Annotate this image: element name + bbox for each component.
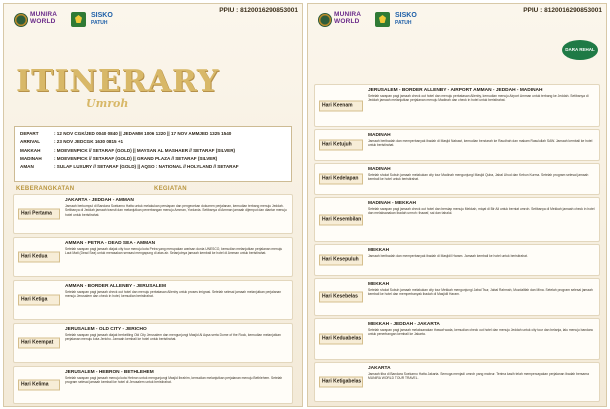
day-description: Setelah sarapan pagi jamaah melaksanakan thawaf wada, kemudian check out hotel dan menuju Jeddah untuk city tour dan belanja, lalu menuju bandara untuk penerbangan kembali ke Jakarta. bbox=[368, 328, 593, 337]
info-row: MADINAH : MOEVENPICK // SETARAF (GOLD) || GRAND PLAZA // SETARAF (SILVER) bbox=[20, 155, 218, 161]
itinerary-page-1 bbox=[3, 3, 303, 407]
day-label: Hari Ketujuh bbox=[319, 140, 363, 151]
day-title: JAKARTA bbox=[368, 366, 391, 371]
page-title: ITINERARY bbox=[16, 64, 220, 99]
page-header bbox=[8, 7, 298, 37]
dara-rehal-logo: DARA REHAL bbox=[562, 40, 598, 60]
column-heading-activity: KEGIATAN bbox=[154, 186, 187, 192]
munira-world-logo: MUNIRA WORLD bbox=[334, 11, 362, 25]
day-description: Setelah sholat Subuh jamaah melakukan city tour Mekkah mengunjungi Jabal Tsur, Jabal Rahmah, Muzdalifah dan Mina. Setelah program selesai jamaah kembali ke hotel dan memperbanyak ibadah di Masjidil Haram. bbox=[368, 288, 593, 297]
day-description: Jamaah beribadah dan memperbanyak ibadah di Masjid Nabawi, kemudian berziarah ke Raudhah dan makam Rasulullah SAW. Jamaah kembali ke hotel untuk beristirahat. bbox=[368, 139, 593, 148]
info-row: DEPART : 12 NOV CGK/JED 0040 0840 || JEDAMM 1006 1220 || 17 NOV AMMJED 1325 1540 bbox=[20, 131, 232, 136]
sisko-patuh-logo: SISKO PATUH bbox=[395, 12, 417, 26]
day-description: Jamaah tiba di Bandara Soekarno Hatta Jakarta. Semoga menjadi umroh yang mabrur. Terima kasih telah mempercayakan perjalanan ibadah bersama MUNIRA WORLD TOUR TRAVEL. bbox=[368, 372, 589, 381]
day-description: Setelah sarapan pagi jamaah check out hotel dan menuju perbatasan Allenby untuk proses imigrasi. Setelah selesai jamaah melanjutkan perjalanan menuju Jerusalem dan check in hotel, kemudian beristirahat. bbox=[65, 290, 282, 299]
day-title: JERUSALEM - OLD CITY - JERICHO bbox=[65, 327, 147, 332]
column-heading-departure: KEBERANGKATAN bbox=[16, 186, 75, 192]
day-label: Hari Ketiga bbox=[18, 295, 60, 306]
day-description: Setelah sarapan pagi jamaah menuju kota Hebron untuk mengunjungi Masjid Ibrahim, kemudian melanjutkan perjalanan menuju Bethlehem. Setelah program selesai jamaah kembali ke hotel di Jerusalem untuk beristirahat. bbox=[65, 376, 283, 385]
itinerary-day bbox=[314, 197, 600, 242]
day-label: Hari Pertama bbox=[18, 209, 60, 220]
day-title: MADINAH - MEKKAH bbox=[368, 201, 416, 206]
day-label: Hari Kesepuluh bbox=[319, 255, 363, 266]
page-header bbox=[312, 7, 602, 37]
day-description: Setelah sarapan pagi jamaah diajak berkeliling Old City Jerusalem dan mengunjungi Masjid Al Aqsa serta Dome of the Rock, kemudian melanjutkan perjalanan menuju kota Jericho. Jamaah kembali ke hotel untuk beristirahat. bbox=[65, 333, 281, 342]
day-label: Hari Ketigabelas bbox=[319, 377, 363, 388]
day-title: JAKARTA - JEDDAH - AMMAN bbox=[65, 198, 134, 203]
day-description: Jamaah beribadah dan memperbanyak ibadah di Masjidil Haram. Jamaah kembali ke hotel untuk beristirahat. bbox=[368, 254, 528, 258]
kemenag-logo-icon bbox=[71, 12, 86, 27]
flight-hotel-info bbox=[14, 126, 292, 182]
day-title: MADINAH bbox=[368, 133, 391, 138]
day-title: JERUSALEM - BORDER ALLENBY - AIRPORT AMMAN - JEDDAH - MADINAH bbox=[368, 88, 543, 93]
kemenag-logo-icon bbox=[375, 12, 390, 27]
itinerary-day bbox=[314, 362, 600, 402]
munira-world-logo: MUNIRA WORLD bbox=[30, 11, 58, 25]
itinerary-day bbox=[13, 323, 293, 363]
itinerary-day bbox=[314, 129, 600, 161]
company-emblem-icon bbox=[318, 13, 332, 27]
itinerary-day bbox=[13, 366, 293, 404]
day-description: Setelah sarapan pagi jamaah check out hotel dan menuju perbatasan Allenby, kemudian menuju Airport Amman untuk terbang ke Jeddah. Setibanya di Jeddah jamaah melanjutkan perjalanan menuju Madinah dan check in hotel untuk beristirahat. bbox=[368, 94, 589, 103]
day-title: MADINAH bbox=[368, 167, 391, 172]
day-description: Setelah sarapan pagi jamaah check out hotel dan bersiap menuju Mekkah, miqat di Bir Ali untuk berniat umroh. Setibanya di Mekkah jamaah check in hotel dan melaksanakan ibadah umroh: thawaf, sai dan tahalul. bbox=[368, 207, 595, 216]
day-description: Setelah sholat Subuh jamaah melakukan city tour Madinah mengunjungi Masjid Quba, Jabal Uhud dan Kebun Kurma. Setelah program selesai jamaah kembali ke hotel untuk beristirahat. bbox=[368, 173, 589, 182]
day-label: Hari Keduabelas bbox=[319, 334, 363, 345]
ppiu-number: PPIU : 8120016290853001 bbox=[523, 7, 602, 14]
sisko-patuh-logo: SISKO PATUH bbox=[91, 12, 113, 26]
itinerary-day bbox=[314, 278, 600, 316]
day-title: MEKKAH bbox=[368, 248, 390, 253]
page-subtitle: Umroh bbox=[86, 97, 129, 110]
itinerary-day bbox=[13, 237, 293, 277]
itinerary-day bbox=[314, 163, 600, 195]
day-label: Hari Kedelapan bbox=[319, 174, 363, 185]
itinerary-day bbox=[314, 84, 600, 127]
day-label: Hari Keempat bbox=[18, 338, 60, 349]
info-row: MAKKAH : MOEVENPICK // SETARAF (GOLD) || MAYSAN AL MASHAER // SETARAF (SILVER) bbox=[20, 147, 236, 153]
itinerary-day bbox=[13, 194, 293, 234]
day-label: Hari Kedua bbox=[18, 252, 60, 263]
company-emblem-icon bbox=[14, 13, 28, 27]
day-label: Hari Keenam bbox=[319, 100, 363, 111]
day-description: Setelah sarapan pagi jamaah diajak city tour menuju kota Petra yang merupakan warisan dunia UNESCO, kemudian melanjutkan perjalanan menuju Laut Mati (Dead Sea) untuk merasakan sensasi mengapung di atas air. Selanjutnya jamaah kembali ke hotel di Amman untuk beristirahat. bbox=[65, 247, 283, 256]
day-label: Hari Kelima bbox=[18, 380, 60, 391]
itinerary-page-2 bbox=[307, 3, 607, 407]
itinerary-day bbox=[314, 244, 600, 276]
day-title: AMMAN - BORDER ALLENBY - JERUSALEM bbox=[65, 284, 167, 289]
info-row: ARRIVAL : 23 NOV JEDCGK 1630 0815 +1 bbox=[20, 139, 124, 145]
day-title: AMMAN - PETRA - DEAD SEA - AMMAN bbox=[65, 241, 156, 246]
day-description: Jamaah berkumpul di Bandara Soekarno Hatta untuk melakukan persiapan dan pengecekan dokumen perjalanan, kemudian terbang menuju Jeddah. Setibanya di Jeddah jamaah transit dan melanjutkan penerbangan menuju Amman, Yordania. Setibanya di Amman jamaah dijemput dan diantar menuju hotel untuk beristirahat. bbox=[65, 204, 287, 217]
day-label: Hari Kesebelas bbox=[319, 292, 363, 303]
itinerary-day bbox=[314, 318, 600, 360]
day-title: JERUSALEM - HEBRON - BETHLEHEM bbox=[65, 370, 154, 375]
day-title: MEKKAH - JEDDAH - JAKARTA bbox=[368, 322, 440, 327]
itinerary-day bbox=[13, 280, 293, 320]
ppiu-number: PPIU : 8120016290853001 bbox=[219, 7, 298, 14]
day-title: MEKKAH bbox=[368, 282, 390, 287]
day-label: Hari Kesembilan bbox=[319, 214, 363, 225]
info-row: AMAN : SULAF LUXURY // SETARAF (GOLD) || AQSO : NATIONAL // HOLYLAND // SETARAF bbox=[20, 164, 239, 170]
